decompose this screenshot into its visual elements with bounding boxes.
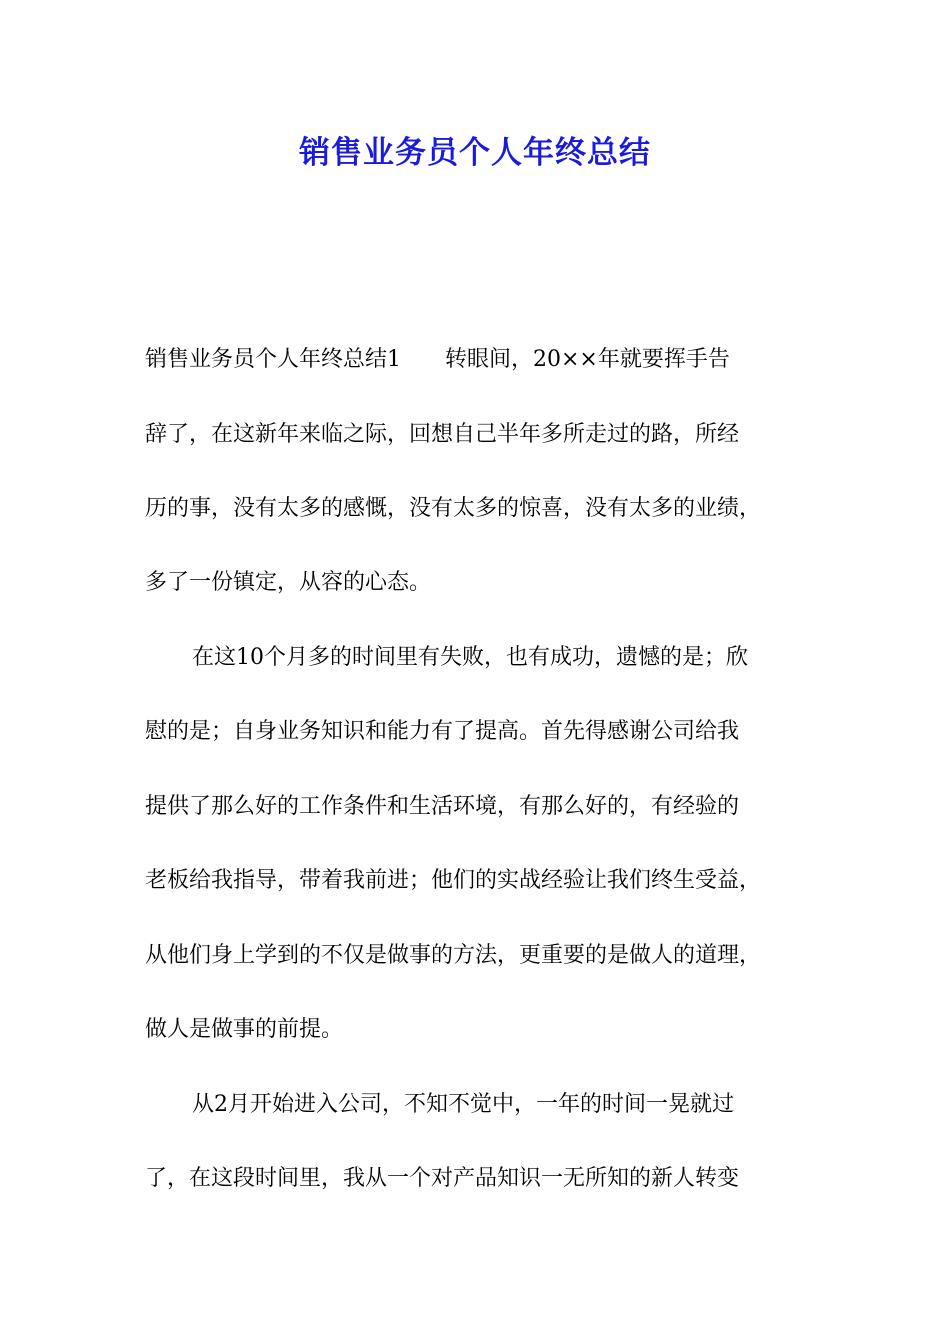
body-line-11: 从2月开始进入公司，不知不觉中，一年的时间一晃就过: [192, 1092, 734, 1117]
body-line-10: 做人是做事的前提。: [145, 1017, 344, 1042]
body-line-3: 历的事，没有太多的感慨，没有太多的惊喜，没有太多的业绩，: [145, 496, 762, 521]
body-line-6: 慰的是；自身业务知识和能力有了提高。首先得感谢公司给我: [145, 719, 740, 744]
body-line-8: 老板给我指导，带着我前进；他们的实战经验让我们终生受益，: [145, 868, 762, 893]
body-line-1: 销售业务员个人年终总结1 转眼间，20××年就要挥手告: [145, 347, 730, 372]
body-line-9: 从他们身上学到的不仅是做事的方法，更重要的是做人的道理，: [145, 943, 762, 968]
body-line-5: 在这10个月多的时间里有失败，也有成功，遗憾的是；欣: [192, 645, 748, 670]
body-line-4: 多了一份镇定，从容的心态。: [145, 570, 432, 595]
body-line-7: 提供了那么好的工作条件和生活环境，有那么好的，有经验的: [145, 794, 740, 819]
body-line-2: 辞了，在这新年来临之际，回想自己半年多所走过的路，所经: [145, 422, 740, 447]
body-line-12: 了，在这段时间里，我从一个对产品知识一无所知的新人转变: [145, 1166, 740, 1191]
document-title: 销售业务员个人年终总结: [299, 135, 651, 171]
